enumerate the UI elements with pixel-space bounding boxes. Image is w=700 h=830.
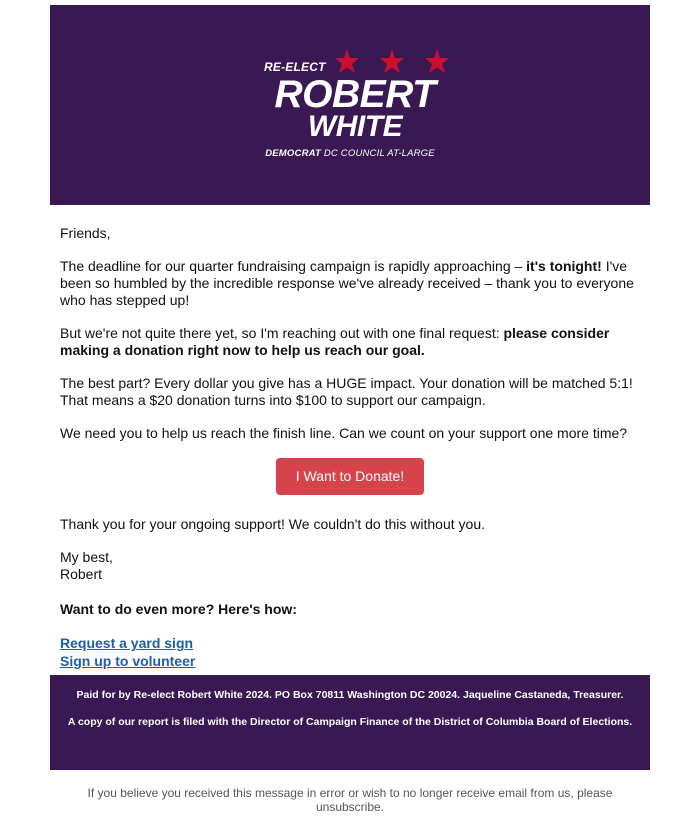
- logo-first-name: ROBERT: [274, 73, 436, 116]
- volunteer-link[interactable]: Sign up to volunteer: [60, 653, 196, 669]
- signature: Robert: [60, 566, 103, 582]
- paragraph-deadline: The deadline for our quarter fundraising campaign is rapidly approaching – it's tonight! I've been so humbled by the incredible response we've already received – thank you to everyone who has stepped up!: [60, 258, 634, 308]
- campaign-logo: [50, 5, 650, 205]
- email-body: [60, 225, 640, 670]
- star-icon: [335, 49, 359, 73]
- report-text: A copy of our report is filed with the Director of Campaign Finance of the District of Columbia Board of Elections.: [67, 716, 633, 728]
- logo-party: DEMOCRAT: [265, 148, 321, 159]
- logo-office: DC COUNCIL AT-LARGE: [323, 148, 435, 159]
- paragraph-finish-line: We need you to help us reach the finish line. Can we count on your support one more time?: [60, 425, 628, 441]
- signoff-block: [60, 549, 640, 583]
- footer-disclaimer: [50, 675, 650, 770]
- thanks-text: Thank you for your ongoing support! We couldn't do this without you.: [60, 516, 485, 532]
- action-links: [60, 634, 640, 670]
- unsubscribe-text[interactable]: If you believe you received this message in error or wish to no longer receive email from us, please unsubscribe.: [87, 786, 613, 814]
- signoff: My best,: [60, 549, 113, 565]
- star-icon: [380, 49, 404, 73]
- paragraph-request: But we're not quite there yet, so I'm reaching out with one final request: please consider making a donation right now to help us reach our goal.: [60, 325, 610, 358]
- campaign-header-banner: [50, 5, 650, 205]
- star-icon: [425, 49, 449, 73]
- more-heading: Want to do even more? Here's how:: [60, 601, 297, 617]
- logo-tagline: [250, 148, 450, 159]
- donate-button[interactable]: I Want to Donate!: [276, 458, 424, 495]
- paragraph-match: The best part? Every dollar you give has a HUGE impact. Your donation will be matched 5:1! That means a $20 donation turns into $100 to support our campaign.: [60, 375, 633, 408]
- logo-reelect-text: RE-ELECT: [264, 60, 326, 74]
- paid-for-text: Paid for by Re-elect Robert White 2024. PO Box 70811 Washington DC 20024. Jaqueline Castaneda, Treasurer.: [76, 689, 624, 701]
- logo-last-name: WHITE: [307, 110, 403, 143]
- donate-button-wrapper: [60, 458, 640, 495]
- greeting: Friends,: [60, 225, 111, 241]
- yard-sign-link[interactable]: Request a yard sign: [60, 635, 194, 651]
